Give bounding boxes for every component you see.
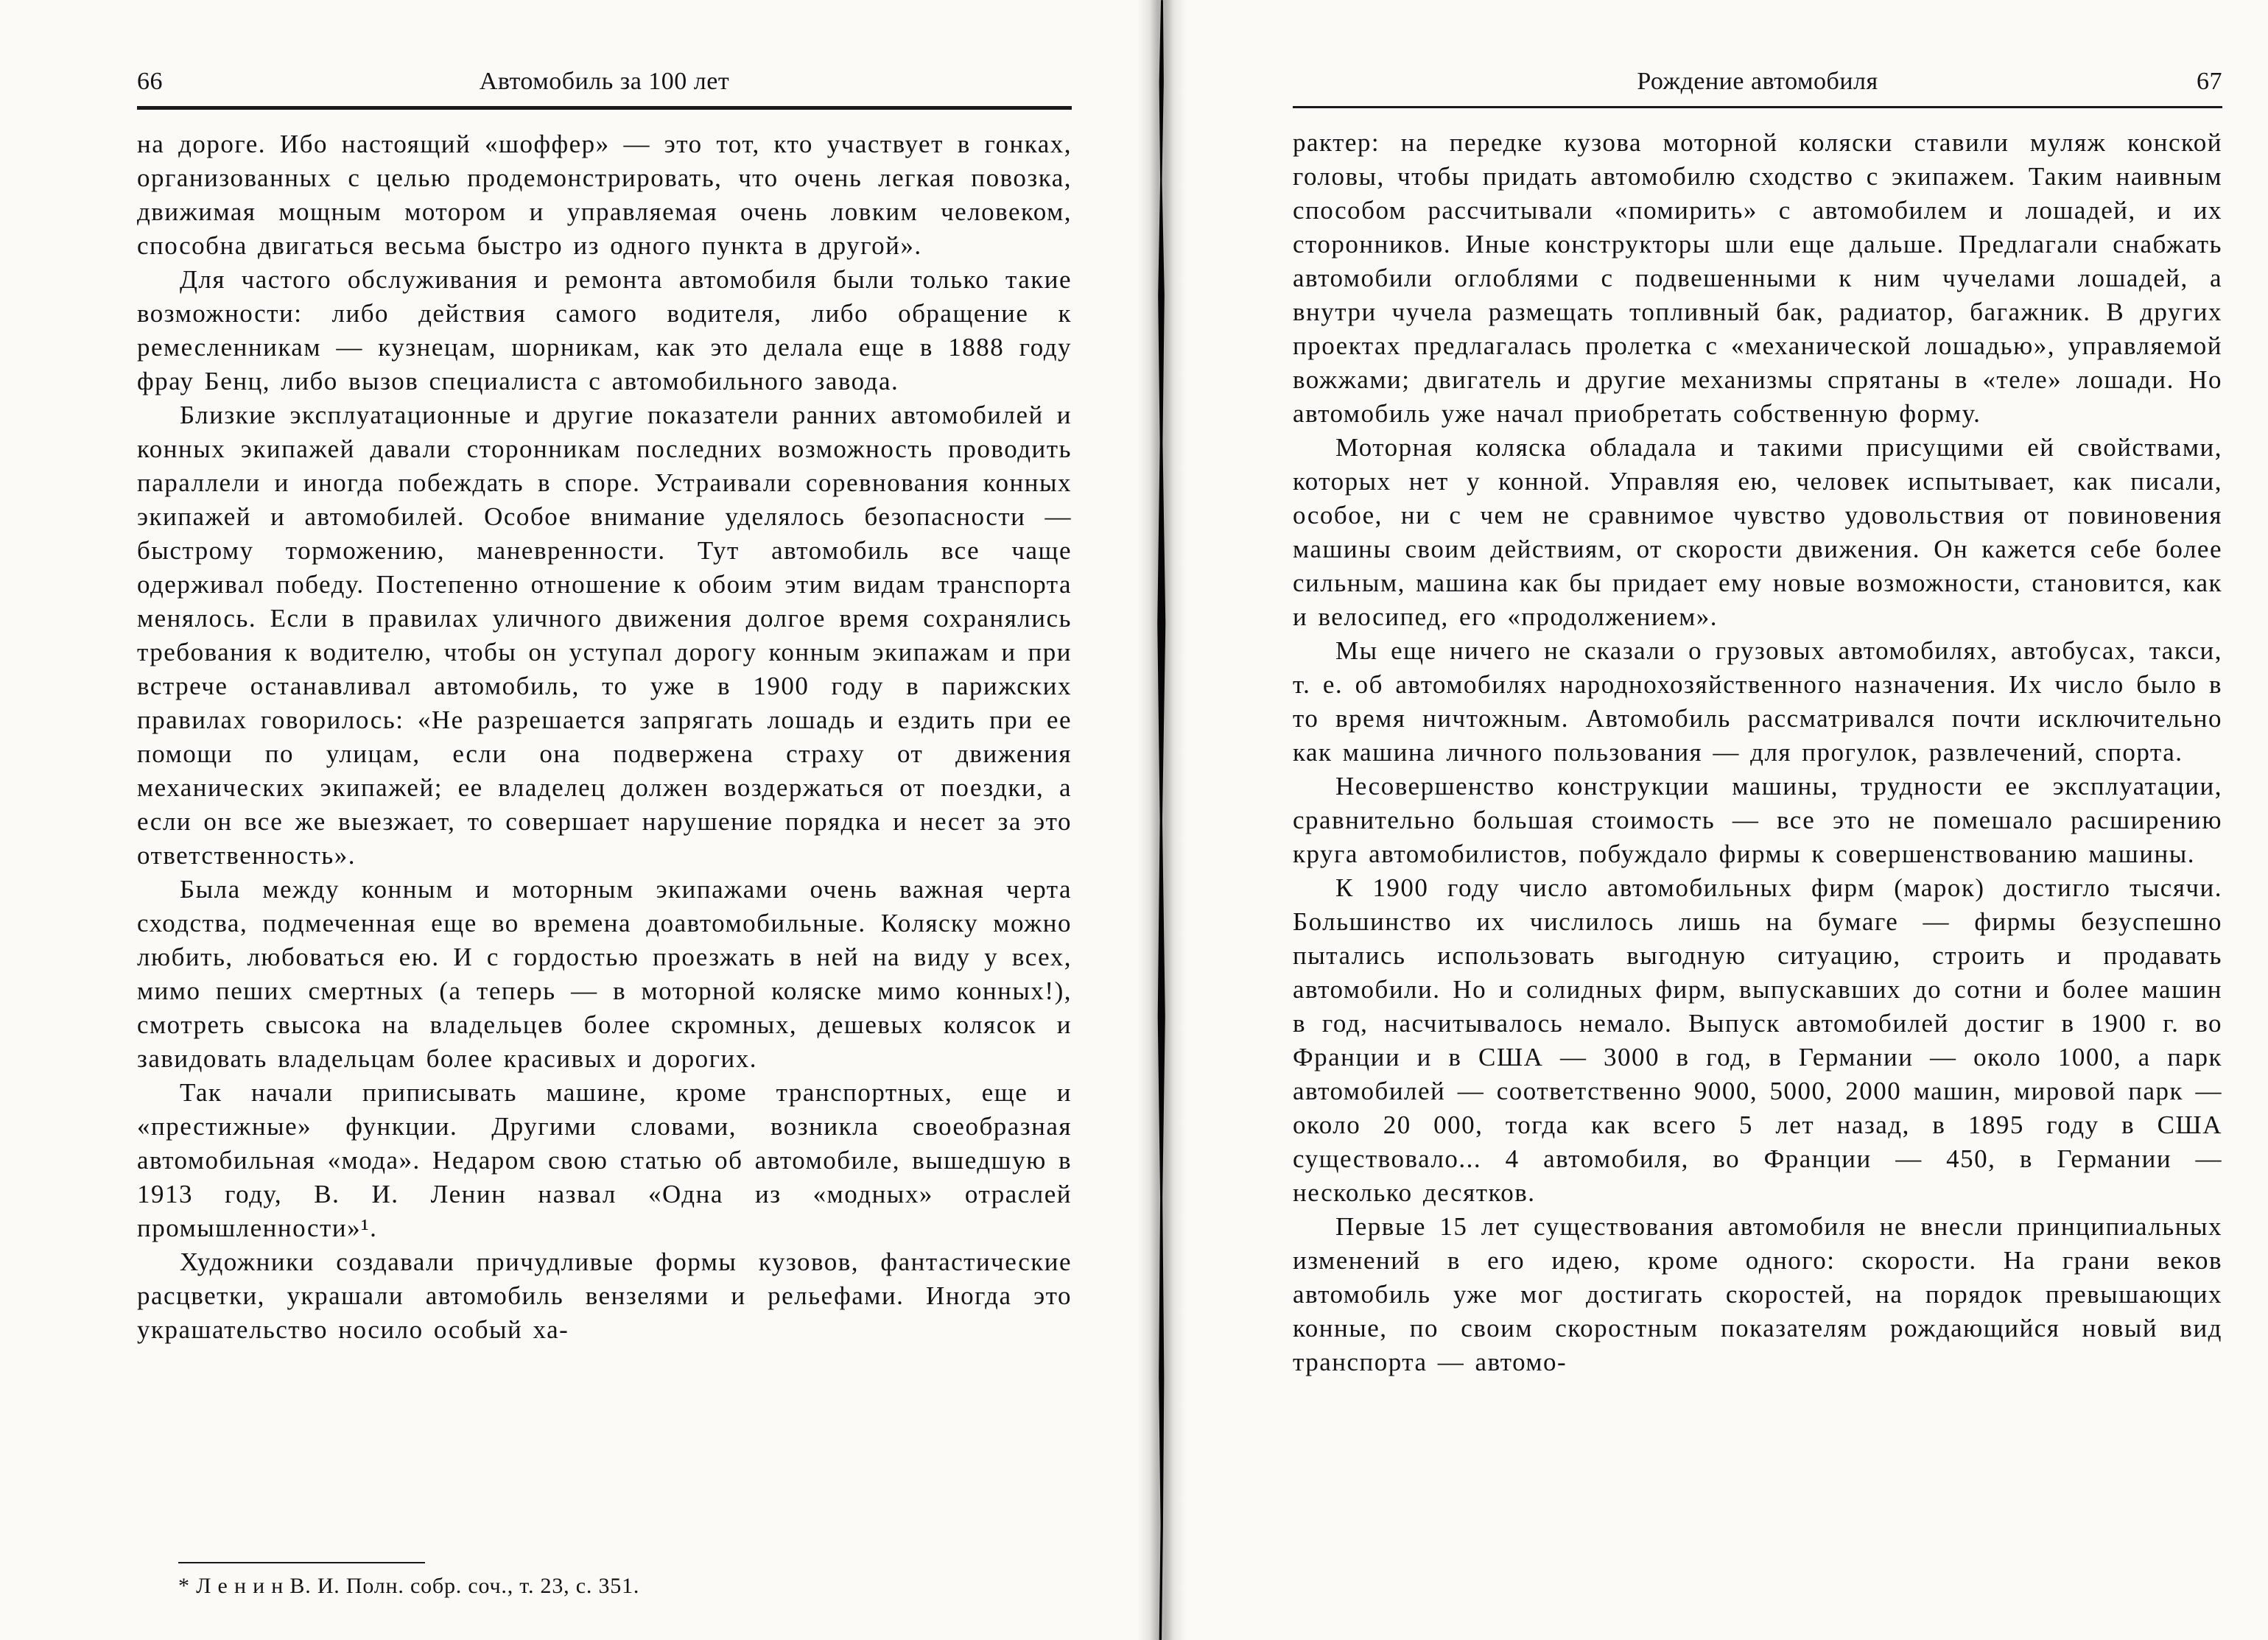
left-header-rule xyxy=(137,106,1072,110)
footnote xyxy=(178,1562,1003,1599)
right-page-header xyxy=(1293,68,2222,102)
paragraph: Была между конным и моторным экипажами очень важная черта сходства, подмеченная еще во времена доавтомобильные. Коляску можно любить, любоваться ею. И с гордостью проезжать в ней на виду у всех, мимо пеших смертных (а теперь — в моторной коляске мимо конных!), смотреть свысока на владельцев более скромных, дешевых колясок и завидовать владельцам более красивых и дорогих. xyxy=(137,875,1072,1073)
paragraph: Так начали приписывать машине, кроме транспортных, еще и «престижные» функции. Другими словами, возникла своеобразная автомобильная «мода». Недаром свою статью об автомобиле, вышедшую в 1913 году, В. И. Ленин назвал «Одна из «модных» отраслей промышленности»¹. xyxy=(137,1078,1072,1242)
paragraph: Мы еще ничего не сказали о грузовых автомобилях, автобусах, такси, т. е. об автомобилях народнохозяйственного назначения. Их число было в то время ничтожным. Автомобиль рассматривался почти исключительно как машина личного пользования — для прогулок, развлечений, спорта. xyxy=(1293,636,2222,767)
right-running-title: Рождение автомобиля xyxy=(1637,68,1878,95)
right-header-rule xyxy=(1293,106,2222,108)
paragraph: Моторная коляска обладала и такими присущими ей свойствами, которых нет у конной. Управляя ею, человек испытывает, как писали, особое, ни с чем не сравнимое чувство удовольствия от повиновения машины своим действиям, от скорости движения. Он кажется себе более сильным, машина как бы придает ему новые возможности, становится, как и велосипед, его «продолжением». xyxy=(1293,433,2222,631)
paragraph: рактер: на передке кузова моторной коляски ставили муляж конской головы, чтобы придать автомобилю сходство с экипажем. Таким наивным способом рассчитывали «помирить» с автомобилем и лошадей, и их сторонников. Иные конструкторы шли еще дальше. Предлагали снабжать автомобили оглоблями с подвешенными к ним чучелами лошадей, а внутри чучела размещать топливный бак, радиатор, багажник. В других проектах предлагалась пролетка с «механической лошадью», управляемой вожжами; двигатель и другие механизмы спрятаны в «теле» лошади. Но автомобиль уже начал приобретать собственную форму. xyxy=(1293,128,2222,428)
left-page-header xyxy=(137,68,1072,102)
page-right xyxy=(1145,0,2268,1640)
footnote-text: * Л е н и н В. И. Полн. собр. соч., т. 23, с. 351. xyxy=(178,1574,640,1598)
left-page-number: 66 xyxy=(137,68,163,95)
left-page-body xyxy=(137,127,1072,1347)
paragraph: Первые 15 лет существования автомобиля не внесли принципиальных изменений в его идею, кроме одного: скорости. На грани веков автомобиль уже мог достигать скоростей, на порядок превышающих конные, по своим скоростным показателям рождающийся новый вид транспорта — автомо- xyxy=(1293,1212,2222,1376)
paragraph: Для частого обслуживания и ремонта автомобиля были только такие возможности: либо действия самого водителя, либо обращение к ремесленникам — кузнецам, шорникам, как это делала еще в 1888 году фрау Бенц, либо вызов специалиста с автомобильного завода. xyxy=(137,265,1072,395)
paragraph: Близкие эксплуатационные и другие показатели ранних автомобилей и конных экипажей давали сторонникам последних возможность проводить параллели и иногда побеждать в споре. Устраивали соревнования конных экипажей и автомобилей. Особое внимание уделялось безопасности — быстрому торможению, маневренности. Тут автомобиль все чаще одерживал победу. Постепенно отношение к обоим этим видам транспорта менялось. Если в правилах уличного движения долгое время сохранялись требования к водителю, чтобы он уступал дорогу конным экипажам и при встрече останавливал автомобиль, то уже в 1900 году в парижских правилах говорилось: «Не разрешается запрягать лошадь и ездить при ее помощи по улицам, если она подвержена страху от движения механических экипажей; ее владелец должен воздержаться от поездки, а если он все же выезжает, то совершает нарушение порядка и несет за это ответственность». xyxy=(137,401,1072,870)
paragraph: на дороге. Ибо настоящий «шоффер» — это тот, кто участвует в гонках, организованных с целью продемонстрировать, что очень легкая повозка, движимая мощным мотором и управляемая очень ловким человеком, способна двигаться весьма быстро из одного пункта в другой». xyxy=(137,130,1072,260)
footnote-rule xyxy=(178,1562,425,1563)
left-running-title: Автомобиль за 100 лет xyxy=(479,68,730,95)
paragraph: Несовершенство конструкции машины, трудности ее эксплуатации, сравнительно большая стоимость — все это не помешало расширению круга автомобилистов, побуждало фирмы к совершенствованию машины. xyxy=(1293,772,2222,868)
paragraph: Художники создавали причудливые формы кузовов, фантастические расцветки, украшали автомобиль вензелями и рельефами. Иногда это украшательство носило особый ха- xyxy=(137,1247,1072,1344)
paragraph: К 1900 году число автомобильных фирм (марок) достигло тысячи. Большинство их числилось лишь на бумаге — фирмы безуспешно пытались использовать выгодную ситуацию, строить и продавать автомобили. Но и солидных фирм, выпускавших до сотни и более машин в год, насчитывалось немало. Выпуск автомобилей достиг в 1900 г. во Франции и в США — 3000 в год, в Германии — около 1000, а парк автомобилей — соответственно 9000, 5000, 2000 машин, мировой парк — около 20 000, тогда как всего 5 лет назад, в 1895 году в США существовало... 4 автомобиля, во Франции — 450, в Германии — несколько десятков. xyxy=(1293,873,2222,1207)
right-page-number: 67 xyxy=(2197,68,2222,95)
right-page-body xyxy=(1293,126,2222,1379)
